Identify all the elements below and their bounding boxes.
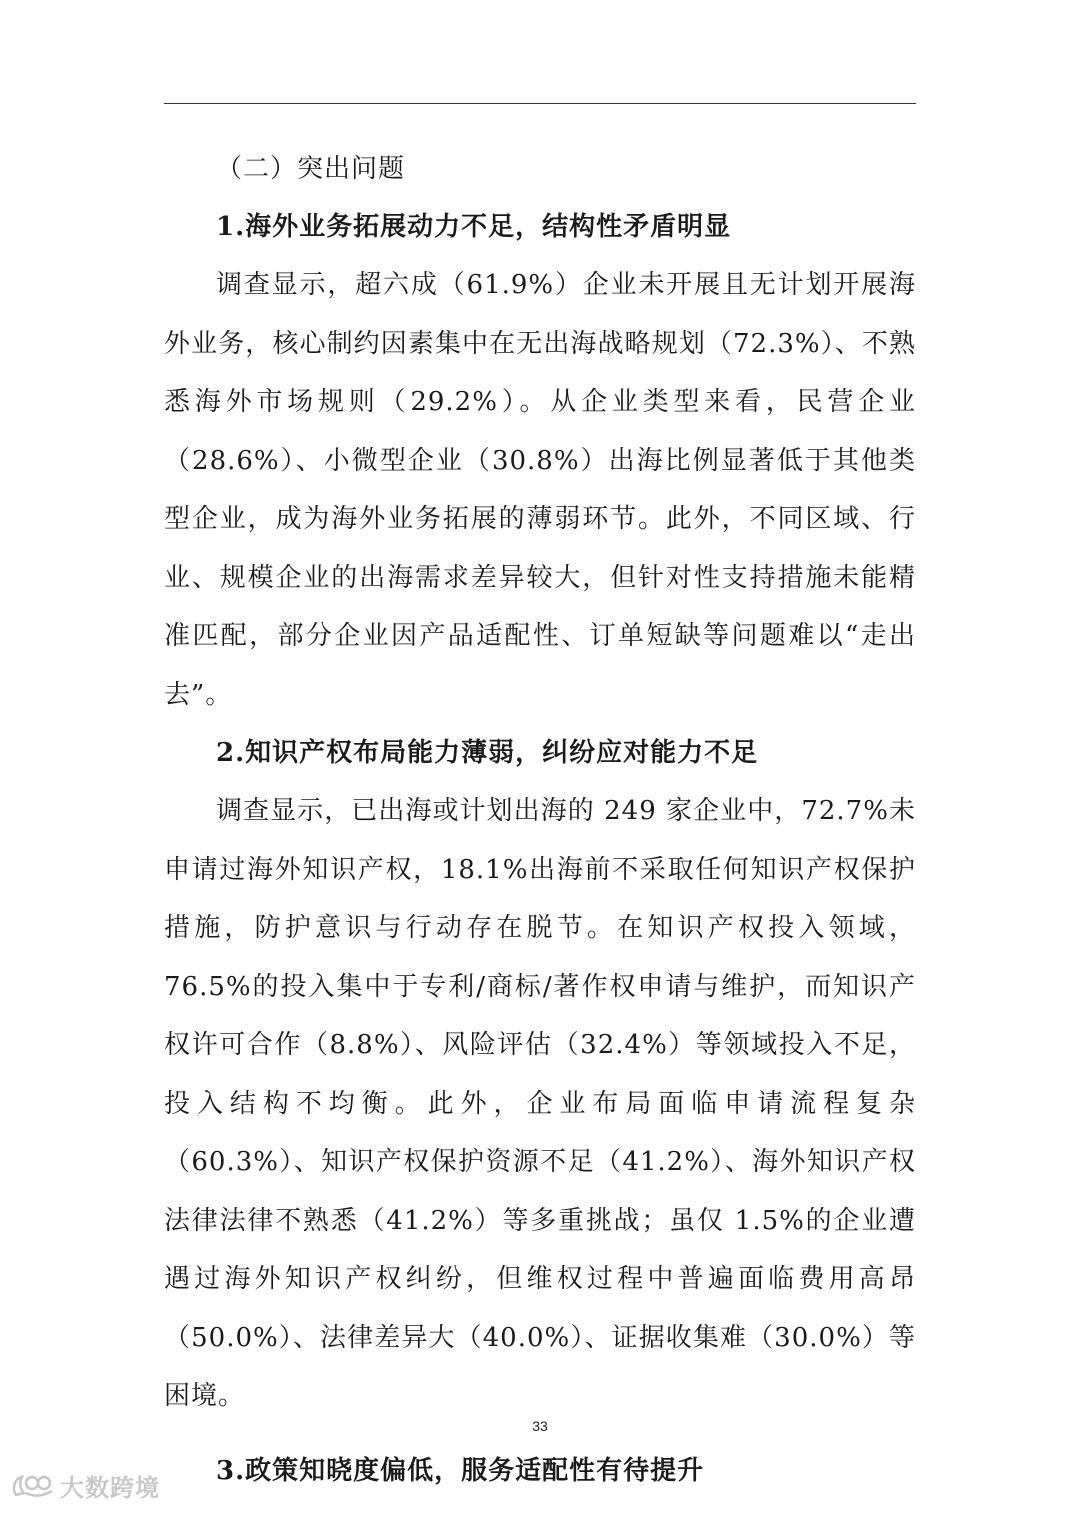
- issue-2-paragraph: 调查显示，已出海或计划出海的 249 家企业中，72.7%未申请过海外知识产权，18.1%出海前不采取任何知识产权保护措施，防护意识与行动存在脱节。在知识产权投入领域，76.5%的投入集中于专利/商标/著作权申请与维护，而知识产权许可合作（8.8%）、风险评估（32.4%）等领域投入不足，投入结构不均衡。此外，企业布局面临申请流程复杂（60.3%）、知识产权保护资源不足（41.2%）、海外知识产权法律法律不熟悉（41.2%）等多重挑战；虽仅 1.5%的企业遭遇过海外知识产权纠纷，但维权过程中普遍面临费用高昂（50.0%）、法律差异大（40.0%）、证据收集难（30.0%）等困境。: [164, 796, 916, 1411]
- issue-1-paragraph: 调查显示，超六成（61.9%）企业未开展且无计划开展海外业务，核心制约因素集中在无出海战略规划（72.3%）、不熟悉海外市场规则（29.2%）。从企业类型来看，民营企业（28.6%）、小微型企业（30.8%）出海比例显著低于其他类型企业，成为海外业务拓展的薄弱环节。此外，不同区域、行业、规模企业的出海需求差异较大，但针对性支持措施未能精准匹配，部分企业因产品适配性、订单短缺等问题难以“走出去”。: [164, 270, 916, 710]
- page-number: 33: [532, 1418, 548, 1434]
- issue-1-heading: 1.海外业务拓展动力不足，结构性矛盾明显: [216, 212, 732, 242]
- issue-2-heading: 2.知识产权布局能力薄弱，纠纷应对能力不足: [216, 738, 759, 768]
- watermark: [10, 1468, 160, 1503]
- issue-3-heading: 3.政策知晓度偏低，服务适配性有待提升: [216, 1455, 705, 1486]
- section-heading: （二）突出问题: [216, 154, 406, 184]
- watermark-text: 大数跨境: [60, 1474, 160, 1502]
- watermark-logo-icon: [10, 1471, 56, 1501]
- document-body: [164, 140, 916, 1500]
- header-rule: [164, 103, 916, 104]
